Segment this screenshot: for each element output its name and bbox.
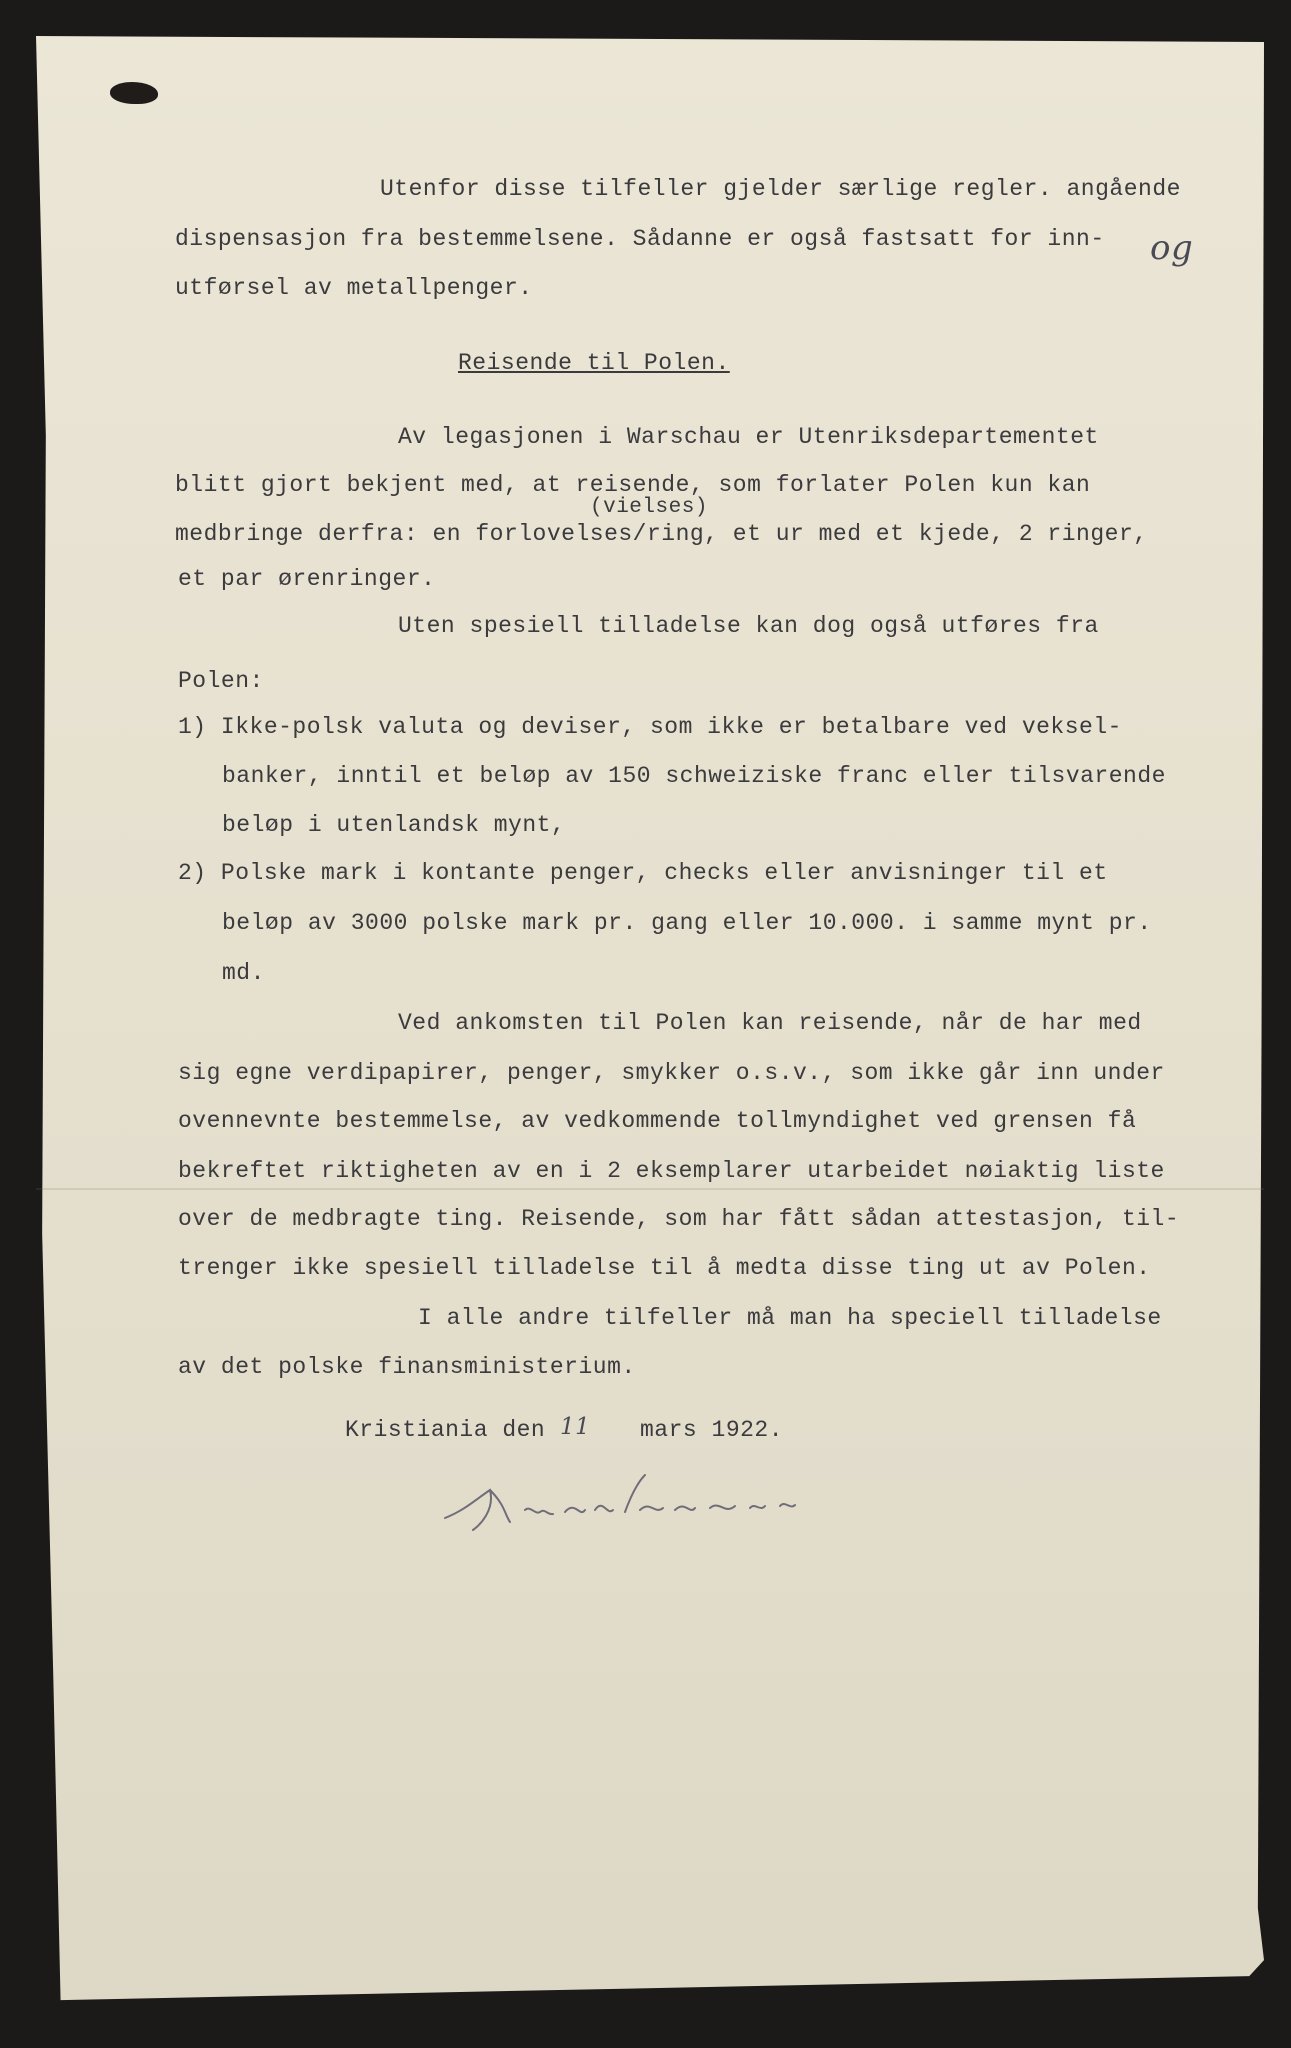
margin-note: og	[1150, 228, 1194, 268]
paper-fold-line	[36, 1188, 1264, 1190]
list-item-1-line-1: 1) Ikke-polsk valuta og deviser, som ikke er betalbare ved veksel-	[178, 714, 1122, 740]
text-line-7: medbringe derfra: en forlovelses/ring, et ur med et kjede, 2 ringer,	[175, 521, 1148, 547]
text-line-3: utførsel av metallpenger.	[175, 275, 533, 301]
text-line-17: Ved ankomsten til Polen kan reisende, når de har med	[398, 1010, 1142, 1036]
text-line-18: sig egne verdipapirer, penger, smykker o.s.v., som ikke går inn under	[178, 1060, 1165, 1086]
text-line-9: Uten spesiell tilladelse kan dog også utføres fra	[398, 613, 1099, 639]
text-line-19: ovennevnte bestemmelse, av vedkommende tollmyndighet ved grensen få	[178, 1108, 1137, 1134]
text-line-10: Polen:	[178, 668, 264, 694]
text-line-20: bekreftet riktigheten av en i 2 eksemplarer utarbeidet nøiaktig liste	[178, 1158, 1165, 1184]
text-line-6: blitt gjort bekjent med, at reisende, som forlater Polen kun kan	[175, 472, 1091, 498]
handwritten-day: 11	[560, 1414, 591, 1440]
punch-hole	[110, 82, 158, 104]
list-item-1-line-2: banker, inntil et beløp av 150 schweiziske franc eller tilsvarende	[222, 763, 1166, 789]
inserted-word: (vielses)	[590, 496, 708, 519]
text-line-22: trenger ikke spesiell tilladelse til å medta disse ting ut av Polen.	[178, 1255, 1151, 1281]
list-item-2-line-1: 2) Polske mark i kontante penger, checks eller anvisninger til et	[178, 860, 1108, 886]
text-line-5: Av legasjonen i Warschau er Utenriksdepartementet	[398, 424, 1099, 450]
list-item-1-line-3: beløp i utenlandsk mynt,	[222, 812, 566, 838]
text-line-2: dispensasjon fra bestemmelsene. Sådanne er også fastsatt for inn-	[175, 226, 1105, 252]
list-item-2-line-3: md.	[222, 960, 265, 986]
date-place: Kristiania den	[345, 1417, 546, 1443]
date-month-year: mars 1922.	[640, 1417, 784, 1443]
section-heading: Reisende til Polen.	[458, 350, 730, 376]
text-line-8: et par ørenringer.	[178, 566, 436, 592]
text-line-21: over de medbragte ting. Reisende, som har fått sådan attestasjon, til-	[178, 1206, 1180, 1232]
text-line-1: Utenfor disse tilfeller gjelder særlige regler. angående	[380, 176, 1181, 202]
text-line-23: I alle andre tilfeller må man ha speciell tilladelse	[418, 1305, 1162, 1331]
list-item-2-line-2: beløp av 3000 polske mark pr. gang eller 10.000. i samme mynt pr.	[222, 910, 1152, 936]
signature	[435, 1470, 885, 1540]
text-line-24: av det polske finansministerium.	[178, 1354, 636, 1380]
